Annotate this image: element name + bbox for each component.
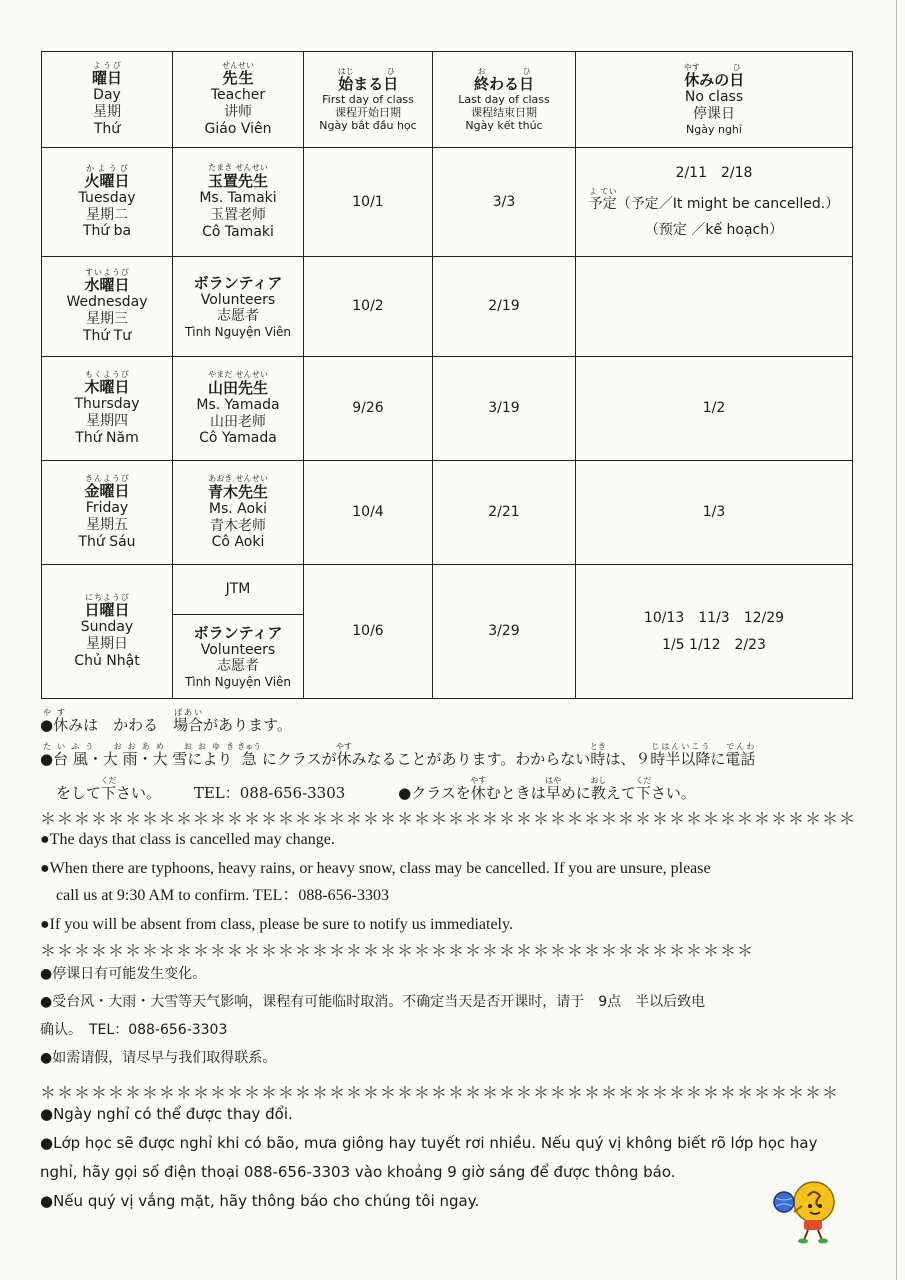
separator: ＊＊＊＊＊＊＊＊＊＊＊＊＊＊＊＊＊＊＊＊＊＊＊＊＊＊＊＊＊＊＊＊＊＊＊＊＊＊＊＊＊＊＊＊＊＊＊ xyxy=(40,1083,840,1102)
day-cell: 火曜日かようび Tuesday 星期二 Thứ ba xyxy=(42,148,173,257)
teacher-cell-jtm: JTM xyxy=(173,565,304,615)
end-date: 3/19 xyxy=(433,357,576,461)
en-note-1: ●The days that class is cancelled may change. xyxy=(40,831,335,848)
separator: ＊＊＊＊＊＊＊＊＊＊＊＊＊＊＊＊＊＊＊＊＊＊＊＊＊＊＊＊＊＊＊＊＊＊＊＊＊＊＊＊＊＊ xyxy=(40,941,755,960)
zh-note-3: ●如需请假，请尽早与我们取得联系。 xyxy=(40,1050,277,1066)
end-date: 3/3 xyxy=(433,148,576,257)
no-class-dates: 2/11 2/18 予定よ てい（予定／It might be cancelled.） （预定 ／kế hoạch） xyxy=(576,148,853,257)
en-note-2b: call us at 9:30 AM to confirm. TEL：088-656-3303 xyxy=(56,887,389,904)
en-note-2: ●When there are typhoons, heavy rains, or heavy snow, class may be cancelled. If you are unsure, please xyxy=(40,860,711,877)
teacher-cell: 玉置先生たまき せんせい Ms. Tamaki 玉置老师 Cô Tamaki xyxy=(173,148,304,257)
start-date: 10/2 xyxy=(304,257,433,357)
no-class-dates: 1/3 xyxy=(576,461,853,565)
chinese-notes xyxy=(40,960,848,1072)
jp-note-2: ●台 風・大 雨・大 雪により たいふう おおあめ おおゆき急きゅう にクラスが休やすみなることがあります。わからない時ときは、９時半以降じはんいこうに電話でんわ xyxy=(40,742,756,768)
class-schedule-table xyxy=(41,51,853,699)
header-first-day: 始はじまる日ひ First day of class 课程开始日期 Ngày bắt đầu học xyxy=(304,52,433,148)
end-date: 2/19 xyxy=(433,257,576,357)
table-row xyxy=(42,565,853,615)
day-cell: 木曜日もくようび Thursday 星期四 Thứ Năm xyxy=(42,357,173,461)
end-date: 2/21 xyxy=(433,461,576,565)
vi-note-1: ●Ngày nghỉ có thể được thay đổi. xyxy=(40,1105,293,1123)
vi-note-2b: nghỉ, hãy gọi số điện thoại 088-656-3303 vào khoảng 9 giờ sáng để được thông báo. xyxy=(40,1163,676,1181)
page-edge xyxy=(896,0,897,1280)
end-date: 3/29 xyxy=(433,565,576,699)
teacher-cell: ボランティア Volunteers 志愿者 Tình Nguyện Viên xyxy=(173,257,304,357)
table-row xyxy=(42,148,853,257)
teacher-cell: ボランティア Volunteers 志愿者 Tình Nguyện Viên xyxy=(173,615,304,699)
no-class-dates: 1/2 xyxy=(576,357,853,461)
start-date: 10/4 xyxy=(304,461,433,565)
vi-note-2: ●Lớp học sẽ được nghỉ khi có bão, mưa giông hay tuyết rơi nhiều. Nếu quý vị không biết rõ lớp học hay xyxy=(40,1134,818,1152)
mascot-illustration xyxy=(770,1172,842,1244)
day-cell: 金曜日きんようび Friday 星期五 Thứ Sáu xyxy=(42,461,173,565)
jp-note-4: ●クラスを休やすむときは早はやめに教おしえて下ください。 xyxy=(398,776,696,802)
teacher-cell: 山田先生やまだ せんせい Ms. Yamada 山田老师 Cô Yamada xyxy=(173,357,304,461)
jp-note-1: ●休やすみは かわる 場合ばあいがあります。 xyxy=(40,708,292,734)
header-no-class: 休やすみの日ひ No class 停课日 Ngày nghỉ xyxy=(576,52,853,148)
zh-note-2: ●受台风・大雨・大雪等天气影响，课程有可能临时取消。不确定当天是否开课时，请于 9点 半以后致电 xyxy=(40,994,706,1010)
day-cell: 日曜日にちようび Sunday 星期日 Chủ Nhật xyxy=(42,565,173,699)
english-notes xyxy=(40,826,848,938)
start-date: 10/6 xyxy=(304,565,433,699)
zh-note-1: ●停课日有可能发生变化。 xyxy=(40,966,207,982)
vietnamese-notes xyxy=(40,1100,848,1216)
teacher-cell: 青木先生あおき せんせい Ms. Aoki 青木老师 Cô Aoki xyxy=(173,461,304,565)
vi-note-3: ●Nếu quý vị vắng mặt, hãy thông báo cho chúng tôi ngay. xyxy=(40,1192,480,1210)
phone-number: TEL：088-656-3303 xyxy=(193,784,346,802)
table-row xyxy=(42,357,853,461)
no-class-dates: 10/13 11/3 12/29 1/5 1/12 2/23 xyxy=(576,565,853,699)
header-row xyxy=(42,52,853,148)
no-class-dates xyxy=(576,257,853,357)
header-teacher: 先生せんせい Teacher 讲师 Giáo Viên xyxy=(173,52,304,148)
separator: ＊＊＊＊＊＊＊＊＊＊＊＊＊＊＊＊＊＊＊＊＊＊＊＊＊＊＊＊＊＊＊＊＊＊＊＊＊＊＊＊＊＊＊＊＊＊＊＊ xyxy=(40,809,857,828)
day-cell: 水曜日すいようび Wednesday 星期三 Thứ Tư xyxy=(42,257,173,357)
zh-note-2b: 确认。 TEL：088-656-3303 xyxy=(40,1022,228,1038)
start-date: 9/26 xyxy=(304,357,433,461)
start-date: 10/1 xyxy=(304,148,433,257)
table-row xyxy=(42,461,853,565)
header-last-day: 終おわる日ひ Last day of class 课程结束日期 Ngày kết thúc xyxy=(433,52,576,148)
header-day: 曜日ようび Day 星期 Thứ xyxy=(42,52,173,148)
table-row xyxy=(42,257,853,357)
jp-note-3: をして下ください。 TEL：088-656-3303 ●クラスを休やすむときは早はやめに教おしえて下ください。 xyxy=(56,776,696,802)
en-note-3: ●If you will be absent from class, please be sure to notify us immediately. xyxy=(40,916,513,933)
